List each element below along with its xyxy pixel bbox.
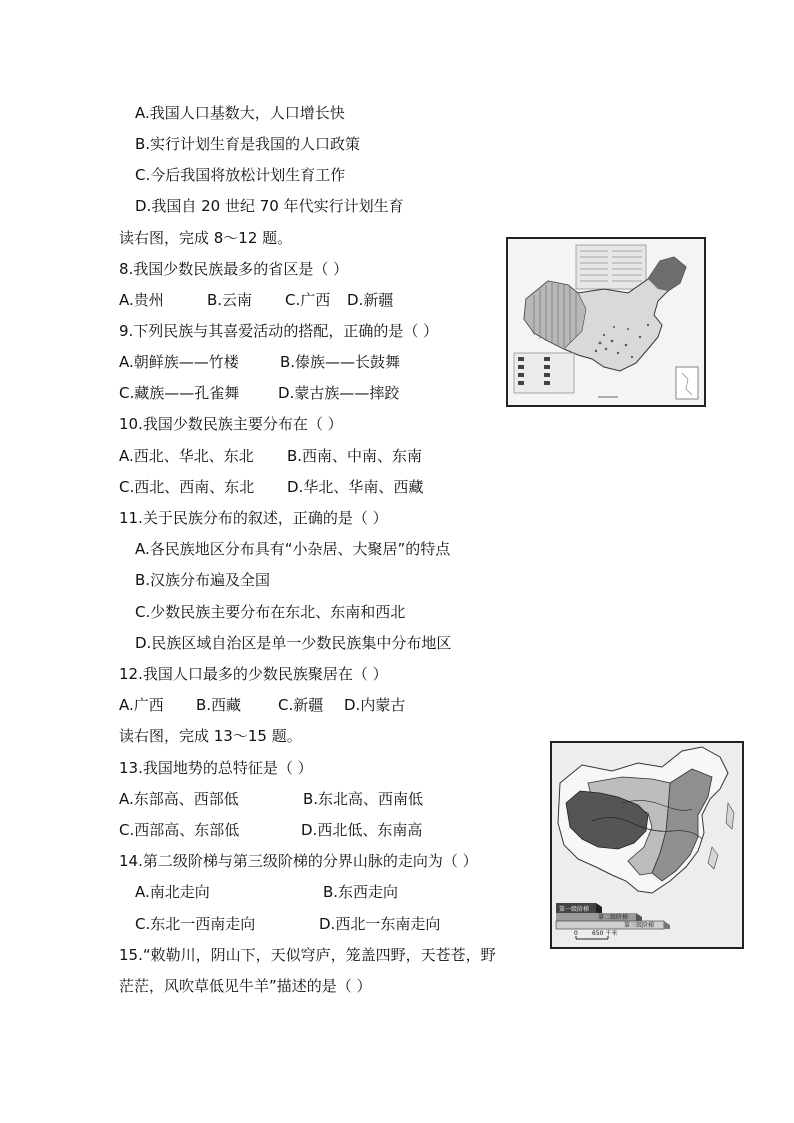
scale-km: 650 千米 (592, 930, 618, 937)
q14-option-a: A.南北走向 (135, 883, 210, 901)
q13-option-a: A.东部高、西部低 (119, 790, 239, 808)
q9-option-b: B.傣族——长鼓舞 (280, 353, 401, 371)
q11-option-c: C.少数民族主要分布在东北、东南和西北 (135, 603, 406, 621)
step3-label: 第三级阶梯 (624, 922, 655, 929)
q15-stem-line2: 茫茫，风吹草低见牛羊”描述的是（ ） (119, 977, 372, 995)
q13-option-d: D.西北低、东南高 (301, 821, 423, 839)
q12-option-b: B.西藏 (196, 696, 242, 714)
step2-label: 第二级阶梯 (598, 914, 629, 921)
q13-stem: 13.我国地势的总特征是（ ） (119, 759, 313, 777)
intro-13-15: 读右图，完成 13～15 题。 (119, 727, 302, 745)
q9-stem: 9.下列民族与其喜爱活动的搭配，正确的是（ ） (119, 322, 439, 340)
q7-option-b: B.实行计划生育是我国的人口政策 (135, 135, 361, 153)
q13-option-c: C.西部高、东部低 (119, 821, 240, 839)
step1-label: 第一级阶梯 (559, 906, 590, 913)
q8-option-a: A.贵州 (119, 291, 164, 309)
q14-option-d: D.西北一东南走向 (319, 915, 441, 933)
q9-option-a: A.朝鲜族——竹楼 (119, 353, 239, 371)
q10-option-c: C.西北、西南、东北 (119, 478, 255, 496)
q10-option-a: A.西北、华北、东北 (119, 447, 254, 465)
q8-option-b: B.云南 (207, 291, 253, 309)
q11-option-d: D.民族区域自治区是单一少数民族集中分布地区 (135, 634, 452, 652)
q12-option-a: A.广西 (119, 696, 164, 714)
q14-option-b: B.东西走向 (323, 883, 399, 901)
q14-stem: 14.第二级阶梯与第三级阶梯的分界山脉的走向为（ ） (119, 852, 478, 870)
scale-zero: 0 (574, 930, 578, 937)
q12-option-c: C.新疆 (278, 696, 324, 714)
q7-option-c: C.今后我国将放松计划生育工作 (135, 166, 346, 184)
ethnic-distribution-map (506, 237, 706, 407)
q9-option-c: C.藏族——孔雀舞 (119, 384, 240, 402)
q12-stem: 12.我国人口最多的少数民族聚居在（ ） (119, 665, 388, 683)
q11-option-a: A.各民族地区分布具有“小杂居、大聚居”的特点 (135, 540, 451, 558)
q8-stem: 8.我国少数民族最多的省区是（ ） (119, 260, 349, 278)
q14-option-c: C.东北一西南走向 (135, 915, 256, 933)
q8-option-d: D.新疆 (347, 291, 394, 309)
q12-option-d: D.内蒙古 (344, 696, 406, 714)
q15-stem-line1: 15.“敕勒川，阴山下，天似穹庐，笼盖四野，天苍苍，野 (119, 946, 496, 964)
q7-option-a: A.我国人口基数大，人口增长快 (135, 104, 345, 122)
intro-8-12: 读右图，完成 8～12 题。 (119, 229, 293, 247)
q11-stem: 11.关于民族分布的叙述，正确的是（ ） (119, 509, 388, 527)
terrain-steps-map (550, 741, 744, 949)
q9-option-d: D.蒙古族——摔跤 (278, 384, 400, 402)
q8-option-c: C.广西 (285, 291, 331, 309)
q10-stem: 10.我国少数民族主要分布在（ ） (119, 415, 343, 433)
q10-option-b: B.西南、中南、东南 (287, 447, 423, 465)
q11-option-b: B.汉族分布遍及全国 (135, 571, 271, 589)
q7-option-d: D.我国自 20 世纪 70 年代实行计划生育 (135, 197, 404, 215)
q10-option-d: D.华北、华南、西藏 (287, 478, 424, 496)
q13-option-b: B.东北高、西南低 (303, 790, 424, 808)
